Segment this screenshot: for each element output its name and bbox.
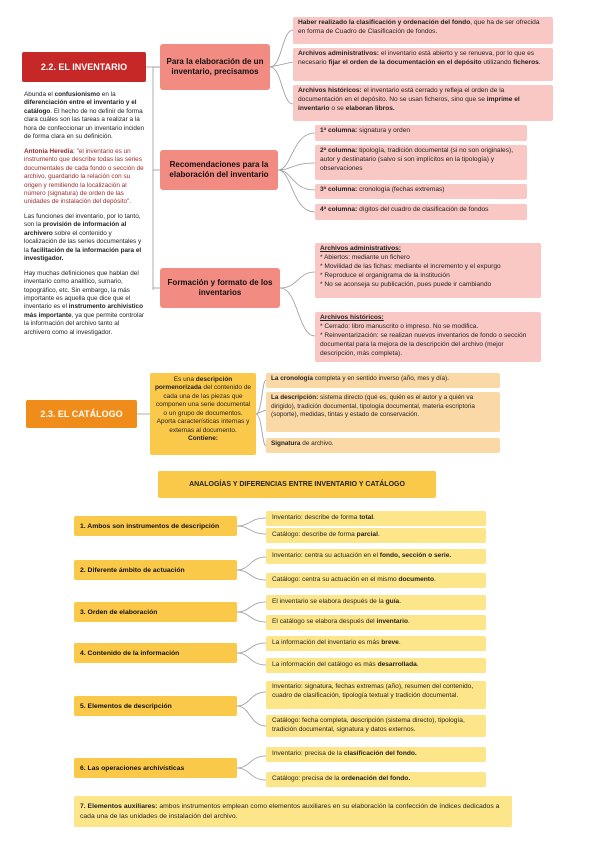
analogia-row-4-catalogo: La información del catálogo es más desarrollada. <box>266 658 486 673</box>
heredia-quote: Antonia Heredia: "el inventario es un instrumento que describe todas las series documentales de cada fondo o sección de archivo, guardando la relación con su origen y remitiendo la localización al número (signatura) de orden de las unidades de instalación del depósito". <box>24 147 144 206</box>
recomendacion-col-3: 3ª columna: cronología (fechas extremas) <box>315 184 527 199</box>
analogia-row-6-label: 6. Las operaciones archivísticas <box>74 758 237 778</box>
inventario-intro: Abunda el confusionismo en la diferenciación entre el inventario y el catálogo. El hecho de no definir de forma clara cuáles son las tareas a realizar a la hora de confeccionar un inventario inciden de forma clara en su definición. <box>24 91 145 141</box>
elaboracion-item-2: Archivos administrativos: el inventario está abierto y se renueva, por lo que es necesario fijar el orden de la documentación en el depósito utilizando ficheros. <box>293 48 553 81</box>
catalogo-definition: Es una descripción pormenorizada del contenido de cada una de las piezas que componen una serie documental o un grupo de documentos. Aporta características internas y externas al documento. Contiene: <box>150 373 256 455</box>
inventario-definitions: Hay muchas definiciones que hablan del inventario como analítico, sumario, topográfico, etc. Sin embargo, la más importante es aquella que dice que el inventario es el instrumento archivístico más importante, ya que permite controlar la información del archivo tanto al archivero como al investigador. <box>24 269 145 336</box>
admin-item: * Abiertos: mediante un fichero <box>320 253 410 261</box>
analogia-row-4-label: 4. Contenido de la información <box>74 643 237 663</box>
analogia-row-5-catalogo: Catálogo: fecha completa, descripción (sistema directo), tipología, tradición documental, signatura y datos externos. <box>266 715 486 737</box>
analogia-row-3-inventario: El inventario se elabora después de la guía. <box>266 595 486 610</box>
elaboracion-item-3: Archivos históricos: el inventario está cerrado y refleja el orden de la documentación en el depósito. No se usan ficheros, sino que se imprime el inventario o se elaboran libros. <box>293 85 553 121</box>
formacion-administrativos <box>315 243 541 298</box>
analogia-row-3-label: 3. Orden de elaboración <box>74 602 237 622</box>
catalogo-title: 2.3. EL CATÁLOGO <box>26 400 137 428</box>
hist-item: * Reinventarización: se realizan nuevos inventarios de fondo o sección documental para la mejora de la descripción del archivo (mejor descripción, más completa). <box>320 331 527 357</box>
analogia-row-6-catalogo: Catálogo: precisa de la ordenación del fondo. <box>266 772 486 787</box>
analogia-row-5-label: 5. Elementos de descripción <box>74 696 237 716</box>
elaboracion-item-1: Haber realizado la clasificación y ordenación del fondo, que ha de ser ofrecida en forma de Cuadro de Clasificación de fondos. <box>293 17 553 44</box>
inventario-title: 2.2. EL INVENTARIO <box>22 52 146 82</box>
formacion-historicos <box>315 312 541 362</box>
analogia-row-1-label: 1. Ambos son instrumentos de descripción <box>74 516 237 536</box>
analogia-row-4-inventario: La información del inventario es más breve. <box>266 636 486 651</box>
admin-item: * Movilidad de las fichas: mediante el incremento y el expurgo <box>320 262 501 270</box>
inventario-functions: Las funciones del inventario, por lo tanto, son la provisión de información al archivero sobre el contenido y localización de las series documentales y la facilitación de la información para el investigador. <box>24 212 142 263</box>
hist-title: Archivos históricos: <box>320 314 384 321</box>
recomendacion-col-2: 2ª columna: tipología, tradición documental (si no son originales), autor y destinatario (salvo si son implícitos en la tipología) y observaciones <box>315 145 527 180</box>
analogia-row-1-inventario: Inventario: describe de forma total. <box>266 511 486 526</box>
analogia-row-5-inventario: Inventario: signatura, fechas extremas (año), resumen del contenido, cuadro de clasificación, tipología textual y tradición documental. <box>266 681 486 709</box>
analogia-row-6-inventario: Inventario: precisa de la clasificación del fondo. <box>266 747 486 762</box>
inventario-description <box>24 91 146 343</box>
catalogo-item-cronologia: La cronología completa y en sentido inverso (año, mes y día). <box>266 373 500 388</box>
analogias-title: ANALOGÍAS Y DIFERENCIAS ENTRE INVENTARIO Y CATÁLOGO <box>158 471 436 498</box>
analogia-row-2-inventario: Inventario: centra su actuación en el fondo, sección o serie. <box>266 549 486 564</box>
catalogo-item-descripcion: La descripción: sistema directo (qué es, quién es el autor y a quién va dirigido), tradición documental, tipología documental, materia escriptoria (soporte), medidas, tintas y estado de conservación. <box>266 392 500 432</box>
admin-item: * No se aconseja su publicación, pues puede ir cambiando <box>320 280 492 288</box>
recomendacion-col-4: 4ª columna: dígitos del cuadro de clasificación de fondos <box>315 204 527 220</box>
analogia-row-3-catalogo: El catálogo se elabora después del inventario. <box>266 615 486 630</box>
admin-title: Archivos administrativos: <box>320 245 401 252</box>
analogia-row-2-label: 2. Diferente ámbito de actuación <box>74 560 237 580</box>
branch-elaboracion: Para la elaboración de un inventario, precisamos <box>160 44 270 90</box>
admin-item: * Reproduce el organigrama de la institución <box>320 271 450 279</box>
analogia-row-1-catalogo: Catálogo: describe de forma parcial. <box>266 528 486 543</box>
hist-item: * Cerrado: libro manuscrito o impreso. No se modifica. <box>320 322 479 330</box>
branch-recomendaciones: Recomendaciones para la elaboración del inventario <box>160 150 278 190</box>
analogia-row-7: 7. Elementos auxiliares: ambos instrumentos emplean como elementos auxiliares en su elaboración la confección de índices dedicados a cada una de las unidades de instalación del archivo. <box>74 796 512 827</box>
recomendacion-col-1: 1ª columna: signatura y orden <box>315 125 527 141</box>
catalogo-item-signatura: Signatura de archivo. <box>266 438 500 453</box>
analogia-row-2-catalogo: Catálogo: centra su actuación en el mismo documento. <box>266 573 486 588</box>
branch-formacion: Formación y formato de los inventarios <box>160 268 280 308</box>
